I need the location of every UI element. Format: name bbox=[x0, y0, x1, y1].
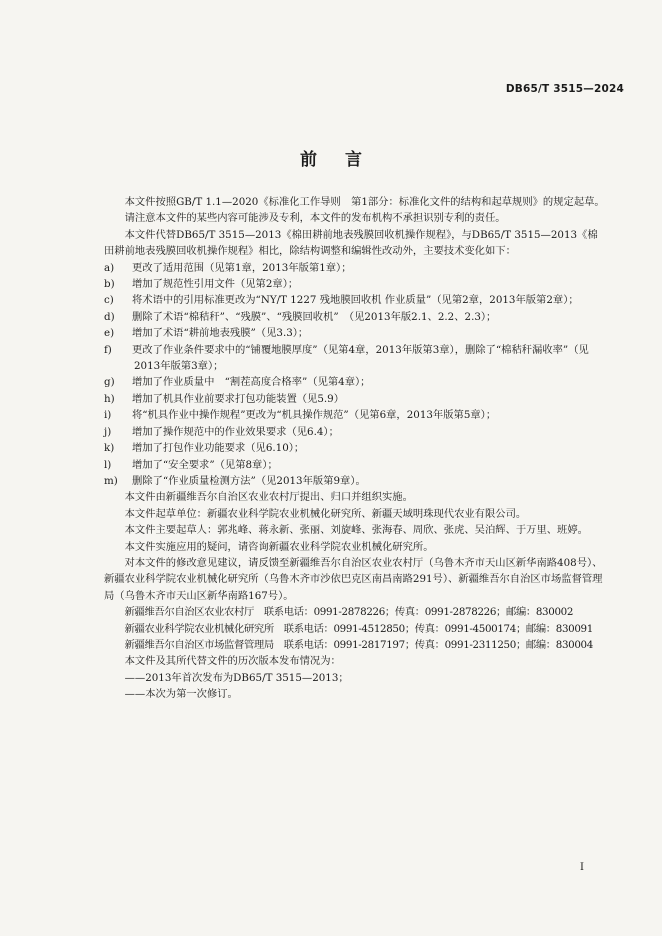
list-item bbox=[104, 260, 606, 276]
list-item-text: 增加了作业质量中 “割茬高度合格率”（见第4章）； bbox=[132, 376, 371, 389]
list-item-text: 更改了适用范围（见第1章，2013年版第1章）； bbox=[132, 261, 352, 274]
history-intro: 本文件及其所代替文件的历次版本发布情况为： bbox=[124, 655, 341, 668]
drafting-paragraph: 本文件按照GB/T 1.1—2020《标准化工作导则 第1部分：标准化文件的结构和起草规则》的规定起草。 bbox=[124, 196, 605, 208]
contact-line: 新疆维吾尔自治区农业农村厅 联系电话：0991-2878226；传真：0991-2878226；邮编：830002 bbox=[124, 606, 574, 619]
list-item bbox=[104, 276, 606, 292]
list-item bbox=[104, 391, 606, 407]
document-body bbox=[104, 194, 606, 703]
list-item bbox=[104, 309, 606, 325]
list-item-label: d) bbox=[104, 310, 115, 323]
list-item-label: a) bbox=[104, 261, 115, 274]
list-item bbox=[104, 342, 606, 375]
list-item-text: 增加了术语“耕前地表残膜”（见3.3）； bbox=[132, 327, 309, 340]
list-item-label: e) bbox=[104, 327, 115, 340]
list-item-label: m) bbox=[104, 474, 118, 487]
changes-list bbox=[104, 260, 606, 490]
list-item bbox=[104, 424, 606, 440]
list-item-label: l) bbox=[104, 458, 112, 471]
inquiry-paragraph: 本文件实施应用的疑问，请咨询新疆农业科学院农业机械化研究所。 bbox=[124, 540, 434, 553]
list-item bbox=[104, 325, 606, 341]
list-item bbox=[104, 473, 606, 489]
list-item-text: 增加了机具作业前要求打包功能装置（见5.9） bbox=[132, 392, 345, 405]
list-item-text: 增加了规范性引用文件（见第2章）； bbox=[132, 278, 299, 291]
list-item bbox=[104, 457, 606, 473]
history-item: ——本次为第一次修订。 bbox=[124, 688, 238, 701]
patent-paragraph: 请注意本文件的某些内容可能涉及专利，本文件的发布机构不承担识别专利的责任。 bbox=[124, 212, 506, 225]
list-item-label: g) bbox=[104, 376, 115, 389]
list-item-text: 增加了打包作业功能要求（见6.10）； bbox=[132, 442, 305, 455]
page-number: I bbox=[580, 862, 584, 873]
list-item-label: c) bbox=[104, 294, 114, 307]
proposal-paragraph: 本文件由新疆维吾尔自治区农业农村厅提出、归口并组织实施。 bbox=[124, 491, 413, 504]
replaces-paragraph: 本文件代替DB65/T 3515—2013《棉田耕前地表残膜回收机操作规程》，与DB65/T 3515—2013《棉田耕前地表残膜回收机操作规程》相比，除结构调整和编辑性改动外，主要技术变化如下： bbox=[104, 228, 598, 258]
list-item-text: 增加了“安全要求”（见第8章）； bbox=[132, 458, 278, 471]
list-item-label: h) bbox=[104, 392, 115, 405]
standard-code: DB65/T 3515—2024 bbox=[505, 83, 624, 95]
list-item-text: 将术语中的引用标准更改为“NY/T 1227 残地膜回收机 作业质量”（见第2章，2013年版第2章）； bbox=[132, 294, 579, 307]
list-item-label: i) bbox=[104, 409, 112, 422]
list-item bbox=[104, 407, 606, 423]
drafters-paragraph: 本文件主要起草人：郭兆峰、蒋永新、张丽、刘旋峰、张海春、周欣、张虎、吴泊辉、于万里、班婷。 bbox=[124, 524, 588, 537]
page-title: 前言 bbox=[300, 150, 390, 170]
list-item-text: 增加了操作规范中的作业效果要求（见6.4）； bbox=[132, 425, 339, 438]
list-item-label: b) bbox=[104, 278, 115, 291]
list-item-text: 将“机具作业中操作规程”更改为“机具操作规范”（见第6章，2013年版第5章）； bbox=[132, 409, 497, 422]
list-item-text: 删除了“作业质量检测方法”（见2013年版第9章）。 bbox=[132, 474, 366, 487]
list-item-label: f) bbox=[104, 343, 112, 356]
list-item bbox=[104, 374, 606, 390]
list-item bbox=[104, 440, 606, 456]
feedback-paragraph: 对本文件的修改意见建议，请反馈至新疆维吾尔自治区农业农村厅（乌鲁木齐市天山区新华南路408号）、新疆农业科学院农业机械化研究所（乌鲁木齐市沙依巴克区南昌南路291号）、新疆维吾尔自治区市场监督管理局（乌鲁木齐市天山区新华南路167号）。 bbox=[104, 556, 603, 602]
list-item-text: 更改了作业条件要求中的“铺覆地膜厚度”（见第4章，2013年版第3章），删除了“棉秸秆漏收率”（见2013年版第3章）； bbox=[132, 343, 589, 373]
list-item-text: 删除了术语“棉秸秆”、“残膜”、“残膜回收机” （见2013年版2.1、2.2、2.3）； bbox=[132, 310, 497, 323]
list-item bbox=[104, 292, 606, 308]
list-item-label: j) bbox=[104, 425, 112, 438]
contact-line: 新疆农业科学院农业机械化研究所 联系电话：0991-4512850；传真：0991-4500174；邮编：830091 bbox=[124, 622, 593, 635]
history-item: ——2013年首次发布为DB65/T 3515—2013； bbox=[124, 671, 349, 684]
list-item-label: k) bbox=[104, 442, 115, 455]
contact-line: 新疆维吾尔自治区市场监督管理局 联系电话：0991-2817197；传真：0991-2311250；邮编：830004 bbox=[124, 638, 593, 651]
drafting-units-paragraph: 本文件起草单位：新疆农业科学院农业机械化研究所、新疆天域明珠现代农业有限公司。 bbox=[124, 507, 527, 520]
